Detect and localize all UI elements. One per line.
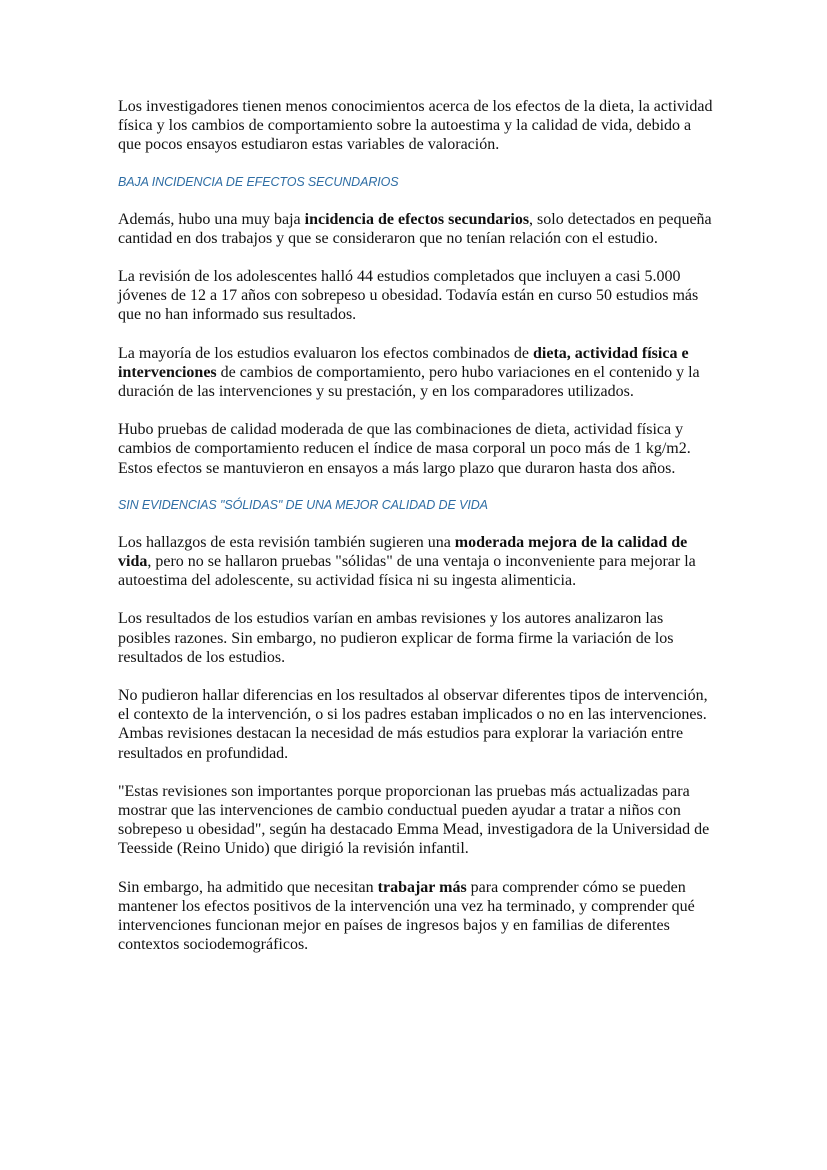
paragraph-resultados-varian: Los resultados de los estudios varían en ambas revisiones y los autores analizaron las posibles razones. Sin embargo, no pudieron explicar de forma firme la variación de los resultados de los estudios.	[118, 610, 674, 666]
bold-text: incidencia de efectos secundarios	[304, 210, 530, 228]
text-segment: La mayoría de los estudios evaluaron los efectos combinados de	[118, 344, 533, 362]
bold-text: dieta, actividad física e intervenciones	[118, 344, 689, 381]
paragraph-efectos-combinados	[118, 344, 718, 402]
paragraph-efectos-secundarios	[118, 210, 718, 248]
paragraph-autoestima: Los investigadores tienen menos conocimientos acerca de los efectos de la dieta, la actividad física y los cambios de comportamiento sobre la autoestima y la calidad de vida, debido a que pocos ensayos estudiaron estas variables de valoración.	[118, 98, 713, 154]
paragraph-cita-emma-mead: "Estas revisiones son importantes porque proporcionan las pruebas más actualizadas para mostrar que las intervenciones de cambio conductual pueden ayudar a tratar a niños con sobrepeso u obesidad", según ha destacado Emma Mead, investigadora de la Universidad de Teesside (Reino Unido) que dirigió la revisión infantil.	[118, 782, 710, 858]
text-segment: Además, hubo una muy baja	[118, 210, 305, 228]
paragraph-revision-adolescentes: La revisión de los adolescentes halló 44 estudios completados que incluyen a casi 5.000 jóvenes de 12 a 17 años con sobrepeso u obesidad. Todavía están en curso 50 estudios más que no han informado sus resultados.	[118, 268, 699, 324]
text-segment: para comprender cómo se pueden mantener los efectos positivos de la intervención una vez ha terminado, y comprender qué intervenciones funcionan mejor en países de ingresos bajos y en familias de diferentes contextos sociodemográficos.	[118, 878, 695, 954]
paragraph-hallazgos	[118, 533, 718, 591]
text-segment: Sin embargo, ha admitido que necesitan	[118, 878, 378, 896]
paragraph-trabajar-mas	[118, 878, 718, 955]
text-segment: Los hallazgos de esta revisión también sugieren una	[118, 533, 455, 551]
text-segment: , pero no se hallaron pruebas "sólidas" de una ventaja o inconveniente para mejorar la autoestima del adolescente, su actividad física ni su ingesta alimenticia.	[118, 553, 696, 590]
heading-efectos-secundarios: BAJA INCIDENCIA DE EFECTOS SECUNDARIOS	[118, 174, 399, 189]
heading-calidad-de-vida: SIN EVIDENCIAS "SÓLIDAS" DE UNA MEJOR CALIDAD DE VIDA	[118, 497, 488, 512]
text-segment: , solo detectados en pequeña cantidad en dos trabajos y que se consideraron que no tenían relación con el estudio.	[118, 210, 712, 247]
bold-text: trabajar más	[377, 878, 467, 896]
paragraph-masa-corporal: Hubo pruebas de calidad moderada de que las combinaciones de dieta, actividad física y cambios de comportamiento reducen el índice de masa corporal un poco más de 1 kg/m2. Estos efectos se mantuvieron en ensayos a más largo plazo que duraron hasta dos años.	[118, 421, 691, 477]
document-page	[118, 97, 718, 955]
bold-text: moderada mejora de la calidad de vida	[118, 533, 688, 571]
text-segment: de cambios de comportamiento, pero hubo variaciones en el contenido y la duración de las intervenciones y su prestación, y en los comparadores utilizados.	[118, 363, 700, 401]
paragraph-diferencias: No pudieron hallar diferencias en los resultados al observar diferentes tipos de intervención, el contexto de la intervención, o si los padres estaban implicados o no en las intervenciones. Ambas revisiones destacan la necesidad de más estudios para explorar la variación entre resultados en profundidad.	[118, 687, 708, 762]
